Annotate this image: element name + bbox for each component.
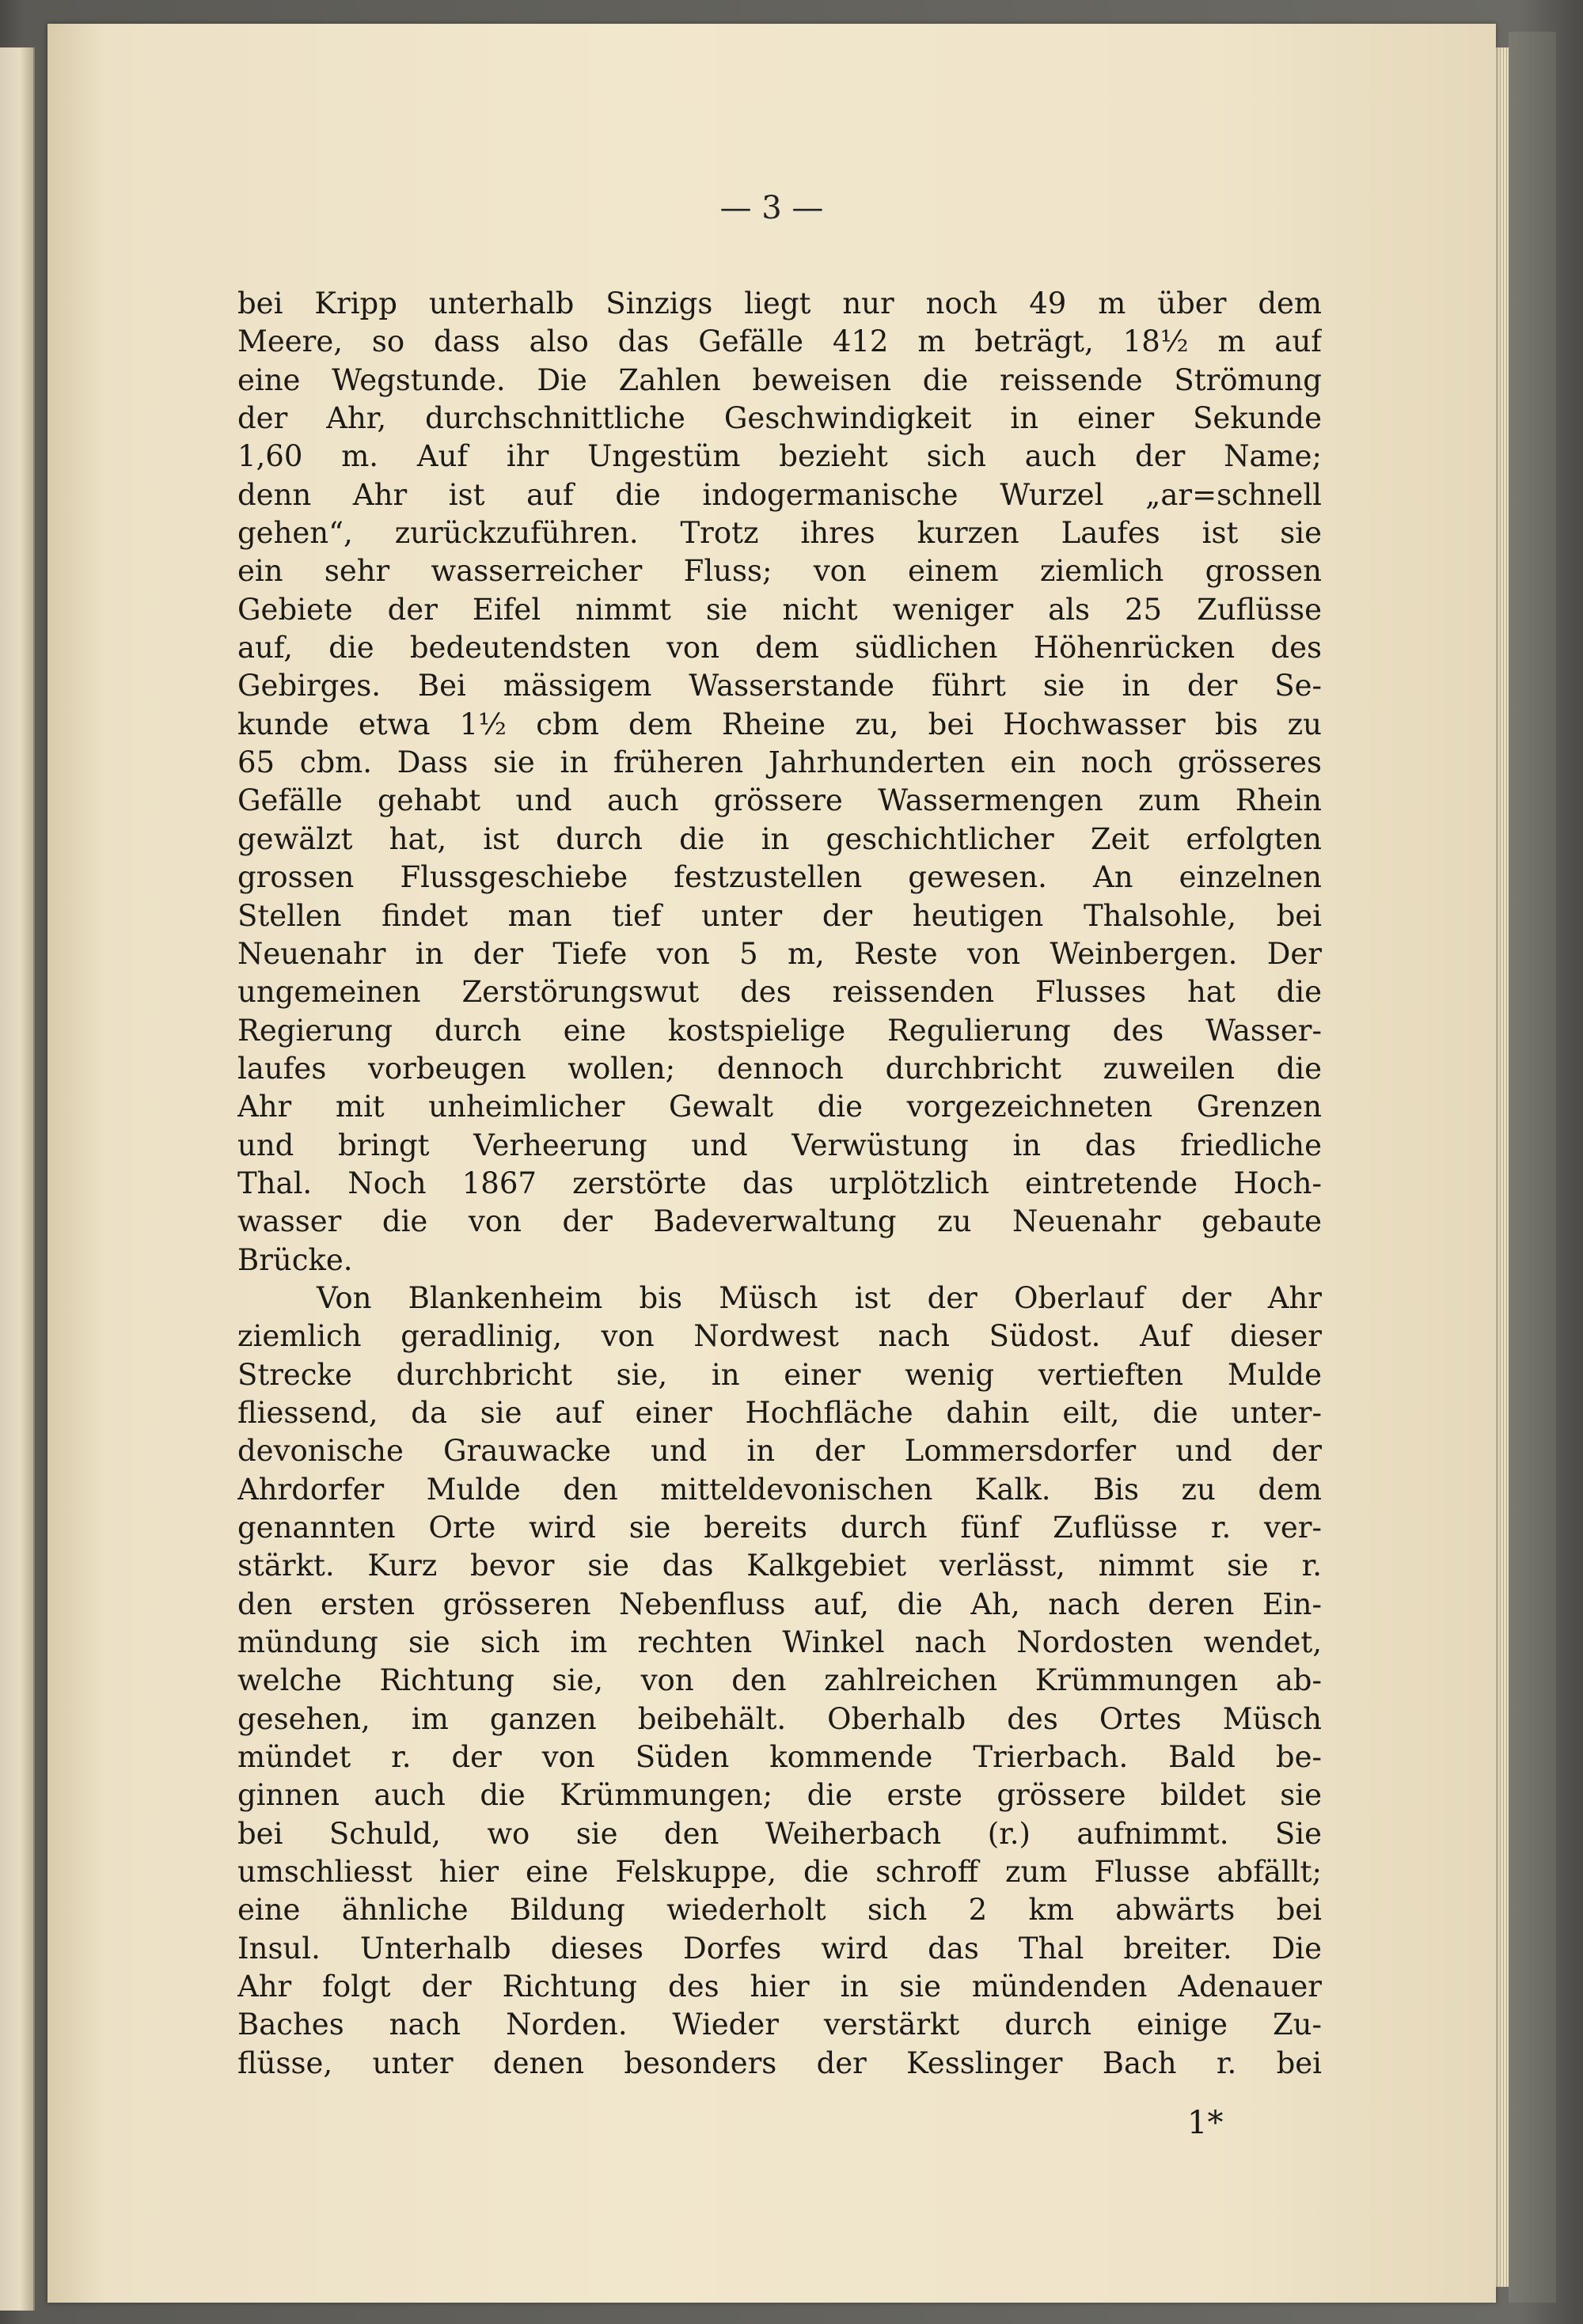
text-line: bei Kripp unterhalb Sinzigs liegt nur noch 49 m über dem <box>237 286 1322 320</box>
text-line: kunde etwa 1½ cbm dem Rheine zu, bei Hochwasser bis zu <box>237 707 1322 741</box>
text-line: Gebiete der Eifel nimmt sie nicht weniger als 25 Zuflüsse <box>237 592 1322 627</box>
text-line: flüsse, unter denen besonders der Kesslinger Bach r. bei <box>237 2045 1322 2080</box>
text-line: Ahr folgt der Richtung des hier in sie mündenden Adenauer <box>237 1970 1322 2004</box>
text-line: umschliesst hier eine Felskuppe, die schroff zum Flusse abfällt; <box>237 1855 1322 1890</box>
text-line: stärkt. Kurz bevor sie das Kalkgebiet verlässt, nimmt sie r. <box>237 1549 1322 1583</box>
text-line: gewälzt hat, ist durch die in geschichtlicher Zeit erfolgten <box>237 821 1322 856</box>
text-line: auf, die bedeutendsten von dem südlichen Höhenrücken des <box>237 631 1322 665</box>
text-line: genannten Orte wird sie bereits durch fünf Zuflüsse r. ver- <box>237 1511 1322 1545</box>
facing-page-edge <box>0 47 35 2311</box>
text-line: Brücke. <box>237 1242 353 1277</box>
book-cover-edge <box>1509 32 1556 2303</box>
text-line: Ahrdorfer Mulde den mitteldevonischen Kalk. Bis zu dem <box>237 1472 1322 1507</box>
text-line: Thal. Noch 1867 zerstörte das urplötzlich eintretende Hoch- <box>237 1166 1322 1200</box>
text-line: grossen Flussgeschiebe festzustellen gewesen. An einzelnen <box>237 860 1322 895</box>
text-line: Gebirges. Bei mässigem Wasserstande führt sie in der Se- <box>237 669 1322 703</box>
book-page <box>47 24 1496 2303</box>
text-line: den ersten grösseren Nebenfluss auf, die Ah, nach deren Ein- <box>237 1587 1322 1621</box>
text-line: gehen“, zurückzuführen. Trotz ihres kurzen Laufes ist sie <box>237 516 1322 551</box>
text-line: Meere, so dass also das Gefälle 412 m beträgt, 18½ m auf <box>237 324 1322 359</box>
text-line: der Ahr, durchschnittliche Geschwindigkeit in einer Sekunde <box>237 401 1322 436</box>
text-line: ein sehr wasserreicher Fluss; von einem ziemlich grossen <box>237 554 1322 589</box>
text-line: ungemeinen Zerstörungswut des reissenden Flusses hat die <box>237 975 1322 1010</box>
body-text <box>237 285 1322 2083</box>
text-line: Von Blankenheim bis Müsch ist der Oberlauf der Ahr <box>317 1280 1322 1315</box>
text-line: laufes vorbeugen wollen; dennoch durchbricht zuweilen die <box>237 1051 1322 1086</box>
text-line: Neuenahr in der Tiefe von 5 m, Reste von Weinbergen. Der <box>237 936 1322 971</box>
text-line: ziemlich geradlinig, von Nordwest nach Südost. Auf dieser <box>237 1319 1322 1354</box>
signature-mark: 1* <box>1187 2105 1224 2141</box>
text-line: Ahr mit unheimlicher Gewalt die vorgezeichneten Grenzen <box>237 1090 1322 1124</box>
page-number-header: — 3 — <box>719 190 824 226</box>
text-line: Strecke durchbricht sie, in einer wenig vertieften Mulde <box>237 1357 1322 1392</box>
text-line: Baches nach Norden. Wieder verstärkt durch einige Zu- <box>237 2007 1322 2042</box>
text-line: fliessend, da sie auf einer Hochfläche dahin eilt, die unter- <box>237 1395 1322 1430</box>
text-line: eine ähnliche Bildung wiederholt sich 2 km abwärts bei <box>237 1893 1322 1928</box>
text-line: 1,60 m. Auf ihr Ungestüm bezieht sich auch der Name; <box>237 439 1322 474</box>
text-line: wasser die von der Badeverwaltung zu Neuenahr gebaute <box>237 1204 1322 1239</box>
text-line: Regierung durch eine kostspielige Regulierung des Wasser- <box>237 1013 1322 1048</box>
text-line: Stellen findet man tief unter der heutigen Thalsohle, bei <box>237 898 1322 933</box>
text-line: welche Richtung sie, von den zahlreichen Krümmungen ab- <box>237 1663 1322 1698</box>
text-line: mündung sie sich im rechten Winkel nach Nordosten wendet, <box>237 1625 1322 1660</box>
text-line: Insul. Unterhalb dieses Dorfes wird das Thal breiter. Die <box>237 1931 1322 1966</box>
text-line: eine Wegstunde. Die Zahlen beweisen die reissende Strömung <box>237 362 1322 397</box>
text-line: ginnen auch die Krümmungen; die erste grössere bildet sie <box>237 1778 1322 1813</box>
text-line: mündet r. der von Süden kommende Trierbach. Bald be- <box>237 1740 1322 1775</box>
text-line: denn Ahr ist auf die indogermanische Wurzel „ar=schnell <box>237 477 1322 512</box>
text-line: gesehen, im ganzen beibehält. Oberhalb des Ortes Müsch <box>237 1701 1322 1736</box>
text-line: bei Schuld, wo sie den Weiherbach (r.) aufnimmt. Sie <box>237 1816 1322 1851</box>
text-line: 65 cbm. Dass sie in früheren Jahrhunderten ein noch grösseres <box>237 745 1322 780</box>
text-line: devonische Grauwacke und in der Lommersdorfer und der <box>237 1434 1322 1469</box>
text-line: und bringt Verheerung und Verwüstung in das friedliche <box>237 1128 1322 1162</box>
text-line: Gefälle gehabt und auch grössere Wassermengen zum Rhein <box>237 783 1322 818</box>
